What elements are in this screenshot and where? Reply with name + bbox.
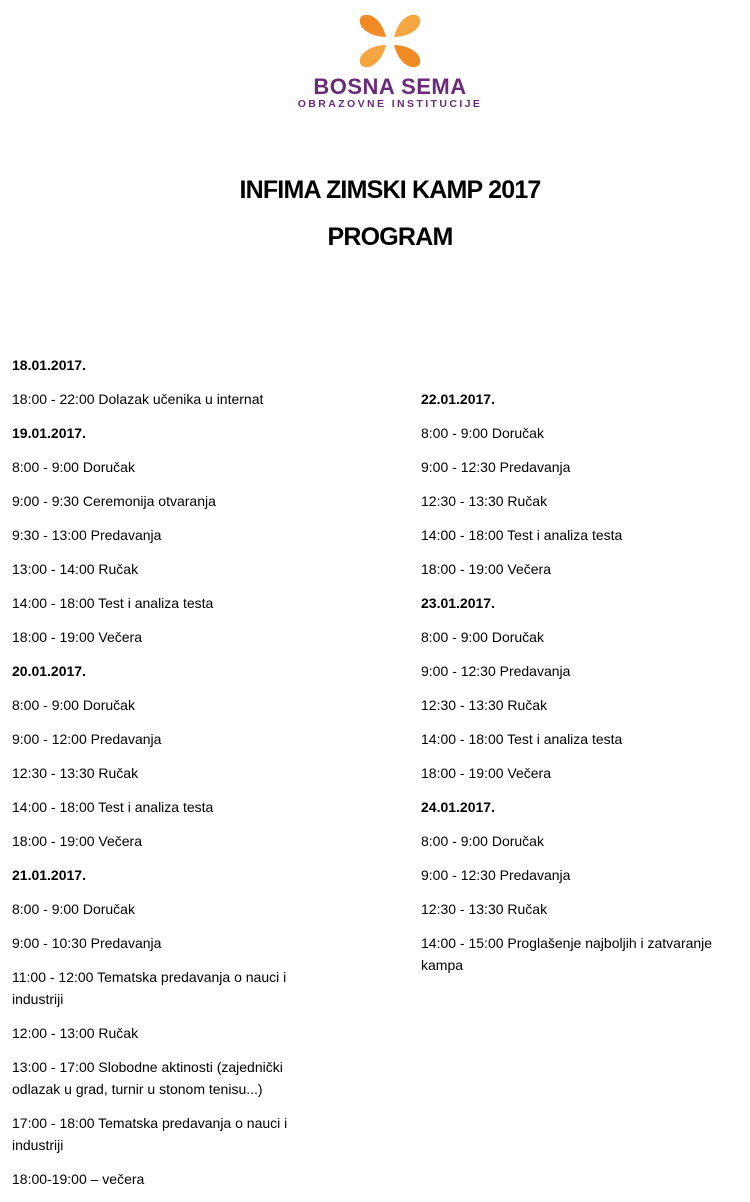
schedule-item: 11:00 - 12:00 Tematska predavanja o nauci i industriji [12, 969, 287, 1007]
brand-name: BOSNA SEMA [313, 74, 467, 99]
schedule-item: 13:00 - 17:00 Slobodne aktinosti (zajednički odlazak u grad, turnir u stonom tenisu...) [12, 1059, 283, 1097]
brand-subtitle: OBRAZOVNE INSTITUCIJE [297, 98, 483, 110]
schedule-item: 18:00 - 19:00 Večera [421, 561, 551, 577]
schedule-item: 12:30 - 13:30 Ručak [12, 765, 139, 781]
schedule-item: 18:00 - 19:00 Večera [421, 765, 551, 781]
camp-title: INFIMA ZIMSKI KAMP 2017 [239, 176, 541, 204]
schedule-item: 14:00 - 18:00 Test i analiza testa [421, 527, 623, 543]
schedule-item: 18:00 - 19:00 Večera [12, 629, 142, 645]
schedule-item: 14:00 - 18:00 Test i analiza testa [421, 731, 623, 747]
schedule-item: 8:00 - 9:00 Doručak [12, 901, 135, 917]
schedule-left-column [12, 354, 332, 1202]
schedule-item: 17:00 - 18:00 Tematska predavanja o nauci i industriji [12, 1115, 288, 1153]
program-title: PROGRAM [327, 223, 453, 251]
schedule-item: 12:30 - 13:30 Ručak [421, 493, 548, 509]
schedule-date: 18.01.2017. [12, 357, 86, 373]
schedule-date: 23.01.2017. [421, 595, 495, 611]
schedule-item: 18:00 - 19:00 Večera [12, 833, 142, 849]
schedule-date: 20.01.2017. [12, 663, 86, 679]
schedule-item: 9:00 - 12:30 Predavanja [421, 867, 571, 883]
schedule-item: 18:00-19:00 – večera [12, 1171, 145, 1187]
schedule-item: 9:00 - 10:30 Predavanja [12, 935, 162, 951]
schedule-item: 14:00 - 18:00 Test i analiza testa [12, 799, 214, 815]
schedule-item: 8:00 - 9:00 Doručak [421, 833, 544, 849]
schedule-item: 9:00 - 12:30 Predavanja [421, 663, 571, 679]
schedule-item: 12:30 - 13:30 Ručak [421, 697, 548, 713]
schedule-item: 12:00 - 13:00 Ručak [12, 1025, 139, 1041]
schedule-item: 8:00 - 9:00 Doručak [12, 697, 135, 713]
schedule-date: 19.01.2017. [12, 425, 86, 441]
bosna-sema-emblem-icon [355, 8, 425, 74]
schedule-date: 21.01.2017. [12, 867, 86, 883]
schedule-item: 9:00 - 9:30 Ceremonija otvaranja [12, 493, 216, 509]
schedule-item: 9:00 - 12:00 Predavanja [12, 731, 162, 747]
schedule-item: 8:00 - 9:00 Doručak [421, 425, 544, 441]
schedule-item: 14:00 - 18:00 Test i analiza testa [12, 595, 214, 611]
schedule-item: 14:00 - 15:00 Proglašenje najboljih i zatvaranje kampa [421, 935, 713, 973]
schedule-item: 18:00 - 22:00 Dolazak učenika u internat [12, 391, 264, 407]
schedule-right-column [421, 388, 746, 988]
schedule-item: 12:30 - 13:30 Ručak [421, 901, 548, 917]
bosna-sema-logo [290, 8, 490, 120]
schedule-date: 24.01.2017. [421, 799, 495, 815]
schedule-item: 13:00 - 14:00 Ručak [12, 561, 139, 577]
schedule-item: 9:00 - 12:30 Predavanja [421, 459, 571, 475]
schedule-item: 9:30 - 13:00 Predavanja [12, 527, 162, 543]
schedule-item: 8:00 - 9:00 Doručak [12, 459, 135, 475]
schedule-date: 22.01.2017. [421, 391, 495, 407]
schedule-item: 8:00 - 9:00 Doručak [421, 629, 544, 645]
